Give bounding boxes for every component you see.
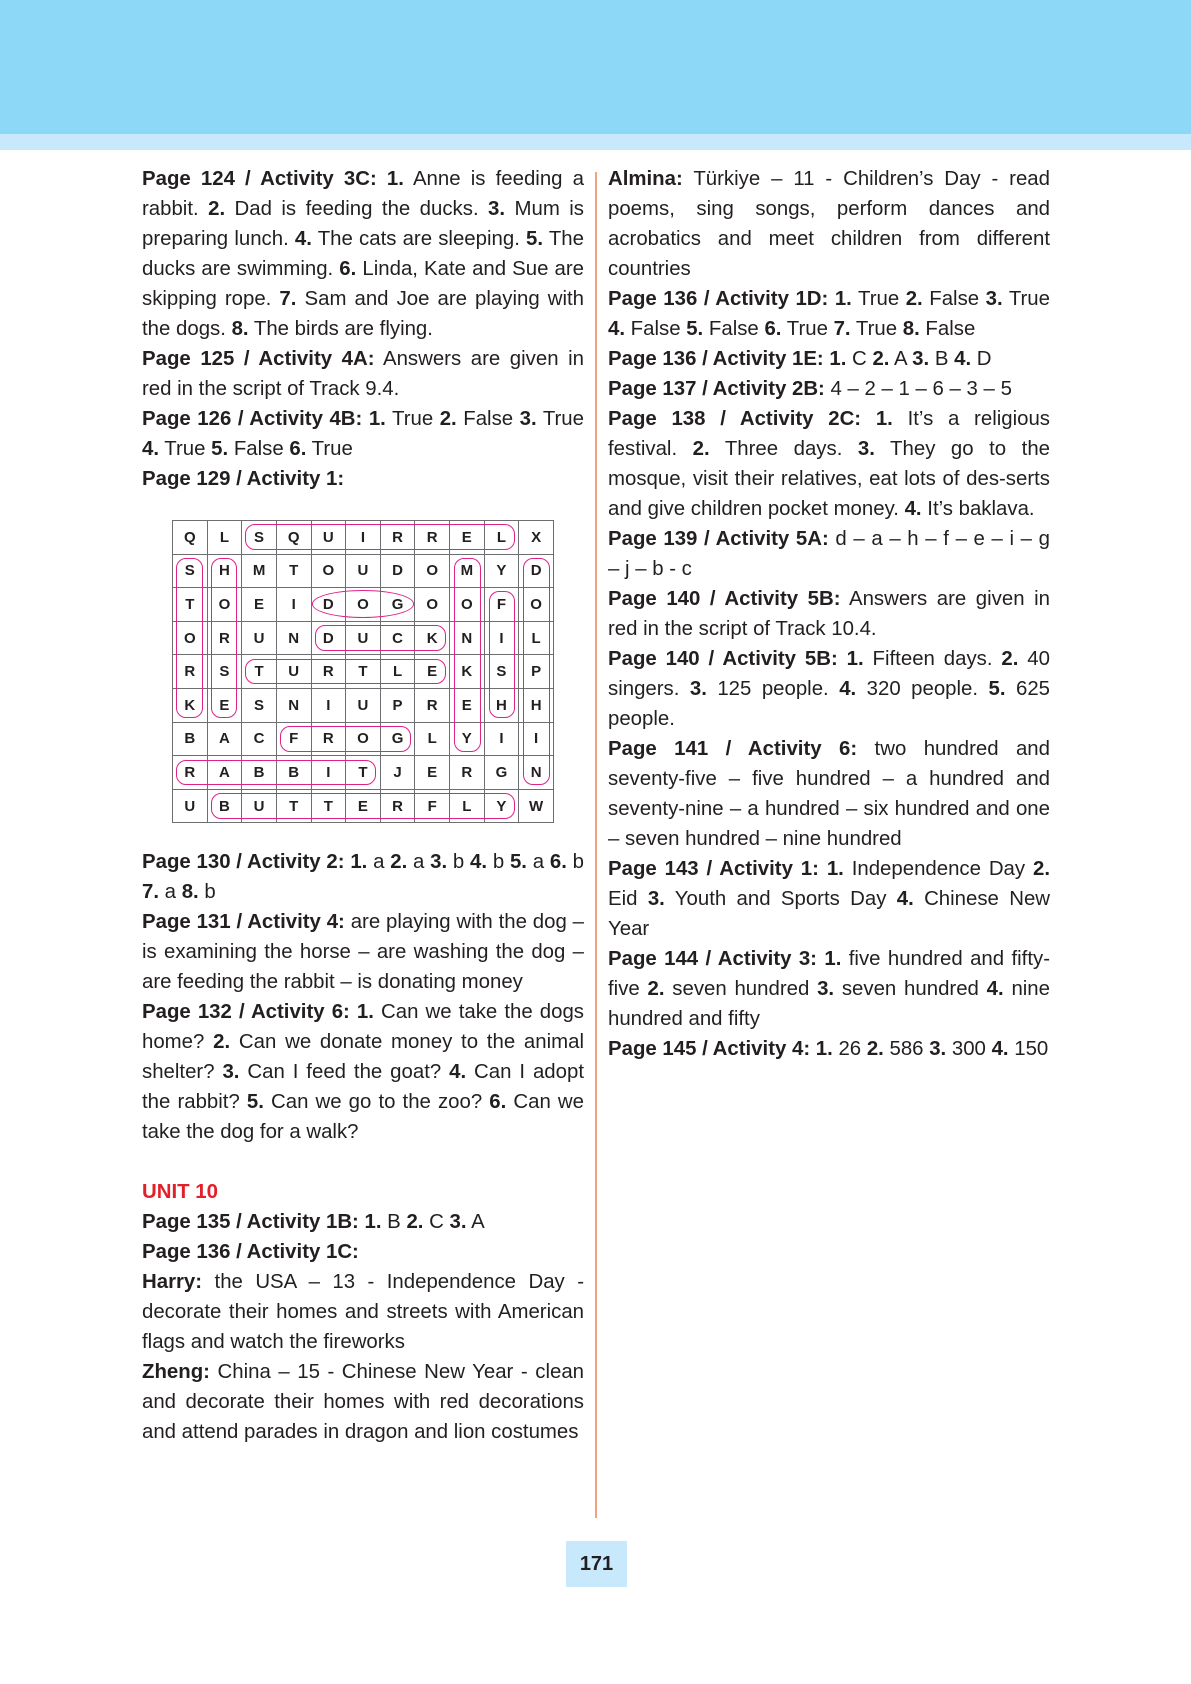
grid-cell: F [276, 722, 311, 756]
grid-cell: K [450, 655, 485, 689]
page-number: 171 [566, 1541, 627, 1587]
grid-cell: R [450, 756, 485, 790]
grid-cell: D [311, 588, 346, 622]
grid-cell: L [519, 621, 554, 655]
grid-cell: I [484, 722, 519, 756]
grid-cell: U [346, 621, 381, 655]
grid-cell: B [207, 789, 242, 823]
grid-cell: K [415, 621, 450, 655]
grid-cell: U [346, 554, 381, 588]
grid-cell: U [242, 789, 277, 823]
grid-cell: X [519, 521, 554, 555]
answer-paragraph: Harry: the USA – 13 - Independence Day - decorate their homes and streets with American flags and watch the fireworks [142, 1271, 584, 1353]
grid-cell: E [207, 688, 242, 722]
unit-title: UNIT 10 [142, 1181, 218, 1203]
grid-cell: I [519, 722, 554, 756]
answer-paragraph: Almina: Türkiye – 11 - Children’s Day - read poems, sing songs, perform dances and acrobatics and meet children from different countries [608, 168, 1050, 280]
grid-cell: S [173, 554, 208, 588]
grid-cell: B [173, 722, 208, 756]
grid-cell: S [484, 655, 519, 689]
answer-paragraph: Page 130 / Activity 2: 1. a 2. a 3. b 4. b 5. a 6. b 7. a 8. b [142, 851, 584, 903]
grid-cell: S [242, 521, 277, 555]
grid-cell: F [415, 789, 450, 823]
grid-cell: H [207, 554, 242, 588]
grid-cell: Y [484, 789, 519, 823]
right-column [608, 164, 1050, 1064]
grid-cell: D [519, 554, 554, 588]
grid-cell: R [380, 521, 415, 555]
grid-cell: F [484, 588, 519, 622]
grid-cell: G [380, 722, 415, 756]
grid-cell: K [173, 688, 208, 722]
grid-row [173, 521, 554, 555]
grid-cell: G [380, 588, 415, 622]
answer-paragraph: Page 124 / Activity 3C: 1. Anne is feeding a rabbit. 2. Dad is feeding the ducks. 3. Mum is preparing lunch. 4. The cats are sleeping. 5. The ducks are swimming. 6. Linda, Kate and Sue are skipping rope. 7. Sam and Joe are playing with the dogs. 8. The birds are flying. [142, 168, 585, 340]
grid-cell: R [415, 688, 450, 722]
grid-cell: L [380, 655, 415, 689]
grid-cell: O [346, 588, 381, 622]
answers-right [608, 164, 1050, 1064]
grid-cell: T [276, 789, 311, 823]
answer-paragraph: Page 131 / Activity 4: are playing with the dog – is examining the horse – are washing the dog – are feeding the rabbit – is donating money [142, 911, 585, 993]
grid-cell: O [173, 621, 208, 655]
answer-paragraph: Page 145 / Activity 4: 1. 26 2. 586 3. 300 4. 150 [608, 1038, 1049, 1060]
grid-row [173, 655, 554, 689]
grid-cell: R [380, 789, 415, 823]
grid-cell: T [311, 789, 346, 823]
grid-cell: S [242, 688, 277, 722]
answer-paragraph: Zheng: China – 15 - Chinese New Year - clean and decorate their homes with red decorations and attend parades in dragon and lion costumes [142, 1361, 584, 1443]
grid-cell: Q [276, 521, 311, 555]
grid-row [173, 688, 554, 722]
grid-cell: R [311, 722, 346, 756]
answer-paragraph: Page 135 / Activity 1B: 1. B 2. C 3. A [142, 1211, 485, 1233]
grid-cell: T [276, 554, 311, 588]
grid-cell: W [519, 789, 554, 823]
grid-cell: I [484, 621, 519, 655]
grid-cell: E [415, 655, 450, 689]
grid-cell: E [415, 756, 450, 790]
grid-cell: A [207, 722, 242, 756]
grid-cell: R [207, 621, 242, 655]
grid-cell: T [242, 655, 277, 689]
grid-cell: E [346, 789, 381, 823]
grid-cell: T [346, 655, 381, 689]
grid-cell: M [242, 554, 277, 588]
grid-cell: O [207, 588, 242, 622]
answer-paragraph: Page 140 / Activity 5B: Answers are given in red in the script of Track 10.4. [608, 588, 1050, 640]
grid-cell: R [311, 655, 346, 689]
grid-cell: S [207, 655, 242, 689]
answer-paragraph: Page 126 / Activity 4B: 1. True 2. False 3. True 4. True 5. False 6. True [142, 408, 584, 460]
grid-cell: E [450, 521, 485, 555]
grid-cell: U [173, 789, 208, 823]
grid-cell: P [380, 688, 415, 722]
grid-cell: P [519, 655, 554, 689]
grid-cell: E [242, 588, 277, 622]
answers-before-grid [142, 164, 584, 494]
word-search-grid [172, 520, 554, 823]
grid-cell: E [450, 688, 485, 722]
grid-cell: B [242, 756, 277, 790]
grid-cell: I [276, 588, 311, 622]
grid-cell: H [519, 688, 554, 722]
grid-cell: O [415, 554, 450, 588]
answer-paragraph: Page 136 / Activity 1E: 1. C 2. A 3. B 4. D [608, 348, 992, 370]
header-subband [0, 134, 1191, 150]
answer-paragraph: Page 143 / Activity 1: 1. Independence Day 2. Eid 3. Youth and Sports Day 4. Chinese New Year [608, 858, 1051, 940]
grid-cell: D [380, 554, 415, 588]
grid-cell: A [207, 756, 242, 790]
unit-10-answers [142, 1207, 584, 1447]
grid-cell: I [346, 521, 381, 555]
grid-cell: N [519, 756, 554, 790]
grid-cell: U [276, 655, 311, 689]
grid-cell: I [311, 756, 346, 790]
grid-cell: B [276, 756, 311, 790]
left-column [142, 164, 584, 1447]
answer-paragraph: Page 136 / Activity 1D: 1. True 2. False 3. True 4. False 5. False 6. True 7. True 8. False [608, 288, 1050, 340]
grid-cell: J [380, 756, 415, 790]
grid-cell: L [450, 789, 485, 823]
column-divider [595, 172, 597, 1518]
grid-row [173, 722, 554, 756]
answer-paragraph: Page 129 / Activity 1: [142, 468, 345, 490]
grid-cell: R [415, 521, 450, 555]
answer-paragraph: Page 137 / Activity 2B: 4 – 2 – 1 – 6 – 3 – 5 [608, 378, 1012, 400]
grid-cell: N [276, 688, 311, 722]
grid-row [173, 756, 554, 790]
answers-after-grid [142, 847, 584, 1147]
grid-cell: H [484, 688, 519, 722]
answer-paragraph: Page 140 / Activity 5B: 1. Fifteen days. 2. 40 singers. 3. 125 people. 4. 320 people. 5. 625 people. [608, 648, 1051, 730]
grid-row [173, 554, 554, 588]
grid-cell: D [311, 621, 346, 655]
grid-cell: R [173, 756, 208, 790]
grid-row [173, 621, 554, 655]
grid-cell: U [311, 521, 346, 555]
grid-row [173, 789, 554, 823]
grid-cell: C [242, 722, 277, 756]
grid-cell: R [173, 655, 208, 689]
answer-paragraph: Page 136 / Activity 1C: [142, 1241, 359, 1263]
grid-cell: O [311, 554, 346, 588]
grid-cell: L [484, 521, 519, 555]
grid-cell: Q [173, 521, 208, 555]
grid-cell: C [380, 621, 415, 655]
grid-row [173, 588, 554, 622]
grid-cell: O [450, 588, 485, 622]
answer-paragraph: Page 138 / Activity 2C: 1. It’s a religious festival. 2. Three days. 3. They go to the mosque, visit their relatives, eat lots of des-serts and give children pocket money. 4. It’s baklava. [608, 408, 1050, 520]
grid-cell: L [207, 521, 242, 555]
grid-cell: M [450, 554, 485, 588]
answer-paragraph: Page 139 / Activity 5A: d – a – h – f – e – i – g – j – b - c [608, 528, 1051, 580]
grid-cell: O [519, 588, 554, 622]
grid-cell: I [311, 688, 346, 722]
grid-cell: Y [450, 722, 485, 756]
grid-cell: G [484, 756, 519, 790]
grid-cell: O [346, 722, 381, 756]
grid-cell: L [415, 722, 450, 756]
grid-cell: O [415, 588, 450, 622]
grid-cell: T [346, 756, 381, 790]
grid-cell: N [276, 621, 311, 655]
grid-cell: N [450, 621, 485, 655]
grid-cell: T [173, 588, 208, 622]
header-band [0, 0, 1191, 134]
answer-paragraph: Page 141 / Activity 6: two hundred and seventy-five – five hundred – a hundred and seventy-nine – a hundred – six hundred and one – seven hundred – nine hundred [608, 738, 1050, 850]
grid-cell: Y [484, 554, 519, 588]
grid-cell: U [242, 621, 277, 655]
grid-cell: U [346, 688, 381, 722]
answer-paragraph: Page 144 / Activity 3: 1. five hundred and fifty-five 2. seven hundred 3. seven hundred 4. nine hundred and fifty [608, 948, 1050, 1030]
answer-paragraph: Page 132 / Activity 6: 1. Can we take the dogs home? 2. Can we donate money to the animal shelter? 3. Can I feed the goat? 4. Can I adopt the rabbit? 5. Can we go to the zoo? 6. Can we take the dog for a walk? [142, 1001, 584, 1143]
answer-paragraph: Page 125 / Activity 4A: Answers are given in red in the script of Track 9.4. [142, 348, 584, 400]
word-search-puzzle [172, 520, 554, 823]
